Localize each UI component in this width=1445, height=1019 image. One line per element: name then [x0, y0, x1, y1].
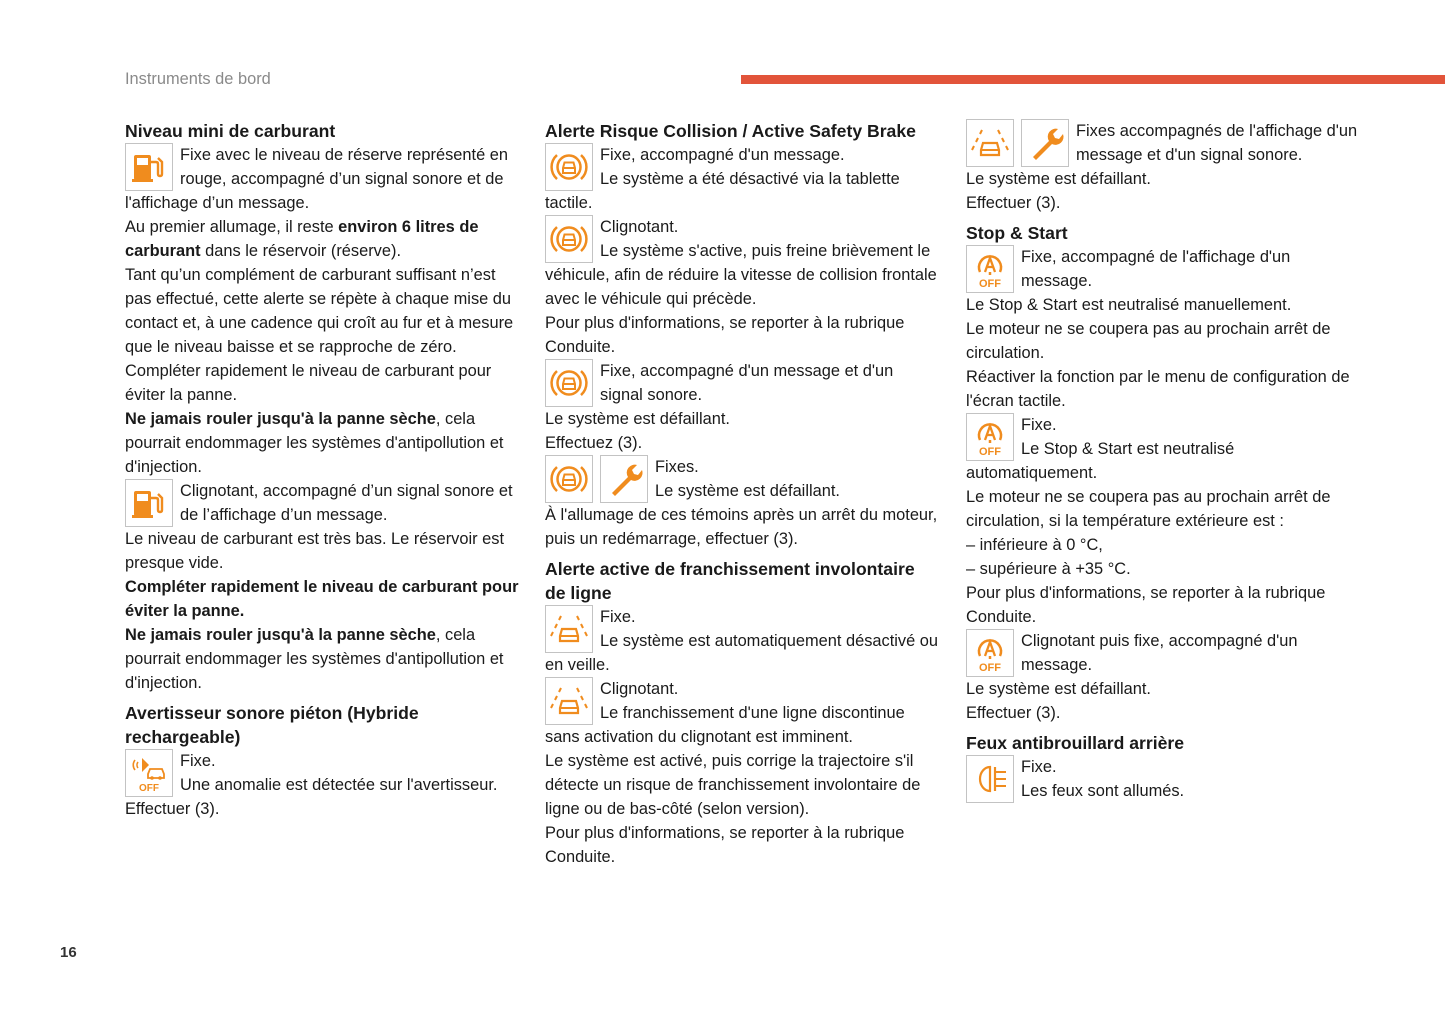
- stopstart-text-7: Le moteur ne se coupera pas au prochain arrêt de circulation, si la température extérieure est :: [966, 488, 1331, 530]
- collision-text-2: Le système a été désactivé via la tablette tactile.: [545, 170, 900, 212]
- fuel-text-1: Fixe avec le niveau de réserve représenté en rouge, accompagné d’un signal sonore et de l'affichage d’un message.: [125, 146, 508, 212]
- fuel-text-3: Tant qu’un complément de carburant suffisant n’est pas effectué, cette alerte se répète à chaque mise du contact et, à une cadence qui croît au fur et à mesure que le niveau baisse et se rapproche de zéro.: [125, 266, 514, 356]
- collision-text-8: Effectuez (3).: [545, 434, 643, 452]
- lane-departure-icon: [966, 119, 1014, 167]
- svg-text:OFF: OFF: [979, 278, 1001, 289]
- collision-alert-icon: [545, 455, 593, 503]
- stopstart-text-4: Réactiver la fonction par le menu de configuration de l'écran tactile.: [966, 368, 1350, 410]
- lane-text-3: Clignotant.: [600, 680, 679, 698]
- stopstart-text-8: Pour plus d'informations, se reporter à la rubrique Conduite.: [966, 584, 1326, 626]
- collision-text-5: Pour plus d'informations, se reporter à la rubrique Conduite.: [545, 314, 905, 356]
- svg-text:OFF: OFF: [979, 446, 1001, 457]
- column-left: [125, 119, 520, 821]
- stopstart-text-6: Le Stop & Start est neutralisé automatiquement.: [966, 440, 1235, 482]
- collision-text-11: À l'allumage de ces témoins après un arrêt du moteur, puis un redémarrage, effectuer (3).: [545, 506, 938, 548]
- stopstart-text-9: Clignotant puis fixe, accompagné d'un message.: [1021, 632, 1298, 674]
- svg-text:OFF: OFF: [139, 783, 159, 793]
- lane-text-1: Fixe.: [600, 608, 636, 626]
- page-header-title: Instruments de bord: [125, 70, 271, 88]
- wrench-icon: [600, 455, 648, 503]
- section-title-lane: Alerte active de franchissement involontaire de ligne: [545, 559, 915, 603]
- fog-text-1: Fixe.: [1021, 758, 1057, 776]
- section-title-collision: Alerte Risque Collision / Active Safety Brake: [545, 121, 916, 141]
- wrench-icon: [1021, 119, 1069, 167]
- stop-start-off-icon: [966, 629, 1014, 677]
- stopstart-text-5: Fixe.: [1021, 416, 1057, 434]
- section-title-fog: Feux antibrouillard arrière: [966, 733, 1185, 753]
- column-right: [966, 119, 1361, 803]
- lane-departure-icon: [545, 677, 593, 725]
- lane-text-4: Le franchissement d'une ligne discontinue sans activation du clignotant est imminent.: [545, 704, 905, 746]
- stopstart-text-2: Le Stop & Start est neutralisé manuellement.: [966, 296, 1292, 314]
- page-number: 16: [60, 944, 77, 961]
- fuel-text-5: Ne jamais rouler jusqu'à la panne sèche, cela pourrait endommager les systèmes d'antipollution et d'injection.: [125, 410, 504, 476]
- collision-text-6: Fixe, accompagné d'un message et d'un signal sonore.: [600, 362, 894, 404]
- collision-alert-icon: [545, 359, 593, 407]
- fuel-text-4: Compléter rapidement le niveau de carburant pour éviter la panne.: [125, 362, 492, 404]
- collision-text-9: Fixes.: [655, 458, 699, 476]
- collision-text-10: Le système est défaillant.: [655, 482, 840, 500]
- stopstart-text-3: Le moteur ne se coupera pas au prochain arrêt de circulation.: [966, 320, 1331, 362]
- collision-text-7: Le système est défaillant.: [545, 410, 730, 428]
- fuel-text-9: Ne jamais rouler jusqu'à la panne sèche, cela pourrait endommager les systèmes d'antipollution et d'injection.: [125, 626, 504, 692]
- collision-alert-icon: [545, 215, 593, 263]
- stopstart-text-1: Fixe, accompagné de l'affichage d'un message.: [1021, 248, 1291, 290]
- collision-text-3: Clignotant.: [600, 218, 679, 236]
- pedestrian-text-1: Fixe.: [180, 752, 216, 770]
- rear-fog-light-icon: [966, 755, 1014, 803]
- lane-fault-text-1: Fixes accompagnés de l'affichage d'un message et d'un signal sonore.: [1076, 122, 1358, 164]
- stop-start-off-icon: [966, 413, 1014, 461]
- pedestrian-text-3: Effectuer (3).: [125, 800, 220, 818]
- stopstart-text-11: Effectuer (3).: [966, 704, 1061, 722]
- stopstart-text-10: Le système est défaillant.: [966, 680, 1151, 698]
- column-middle: [545, 119, 940, 869]
- collision-alert-icon: [545, 143, 593, 191]
- fuel-pump-icon: [125, 479, 173, 527]
- lane-fault-text-2: Le système est défaillant.: [966, 170, 1151, 188]
- svg-text:OFF: OFF: [979, 662, 1001, 673]
- section-title-pedestrian: Avertisseur sonore piéton (Hybride rechargeable): [125, 703, 419, 747]
- fog-text-2: Les feux sont allumés.: [1021, 782, 1185, 800]
- pedestrian-text-2: Une anomalie est détectée sur l'avertisseur.: [180, 776, 498, 794]
- stop-start-off-icon: [966, 245, 1014, 293]
- lane-text-5: Le système est activé, puis corrige la trajectoire s'il détecte un risque de franchissement involontaire de ligne ou de bas-côté (selon version).: [545, 752, 921, 818]
- fuel-text-7: Le niveau de carburant est très bas. Le réservoir est presque vide.: [125, 530, 505, 572]
- collision-text-1: Fixe, accompagné d'un message.: [600, 146, 845, 164]
- section-title-fuel: Niveau mini de carburant: [125, 121, 336, 141]
- fuel-text-8: Compléter rapidement le niveau de carburant pour éviter la panne.: [125, 578, 519, 620]
- lane-fault-text-3: Effectuer (3).: [966, 194, 1061, 212]
- pedestrian-horn-off-icon: [125, 749, 173, 797]
- stopstart-list-item-2: – supérieure à +35 °C.: [966, 560, 1131, 578]
- header-accent-bar: [741, 75, 1445, 84]
- section-title-stopstart: Stop & Start: [966, 223, 1068, 243]
- lane-text-2: Le système est automatiquement désactivé ou en veille.: [545, 632, 939, 674]
- lane-text-6: Pour plus d'informations, se reporter à la rubrique Conduite.: [545, 824, 905, 866]
- collision-text-4: Le système s'active, puis freine brièvement le véhicule, afin de réduire la vitesse de collision frontale avec le véhicule qui précède.: [545, 242, 937, 308]
- fuel-text-6: Clignotant, accompagné d’un signal sonore et de l’affichage d’un message.: [180, 482, 513, 524]
- fuel-pump-icon: [125, 143, 173, 191]
- stopstart-list-item-1: – inférieure à 0 °C,: [966, 536, 1103, 554]
- fuel-text-2: Au premier allumage, il reste environ 6 litres de carburant dans le réservoir (réserve).: [125, 218, 479, 260]
- lane-departure-icon: [545, 605, 593, 653]
